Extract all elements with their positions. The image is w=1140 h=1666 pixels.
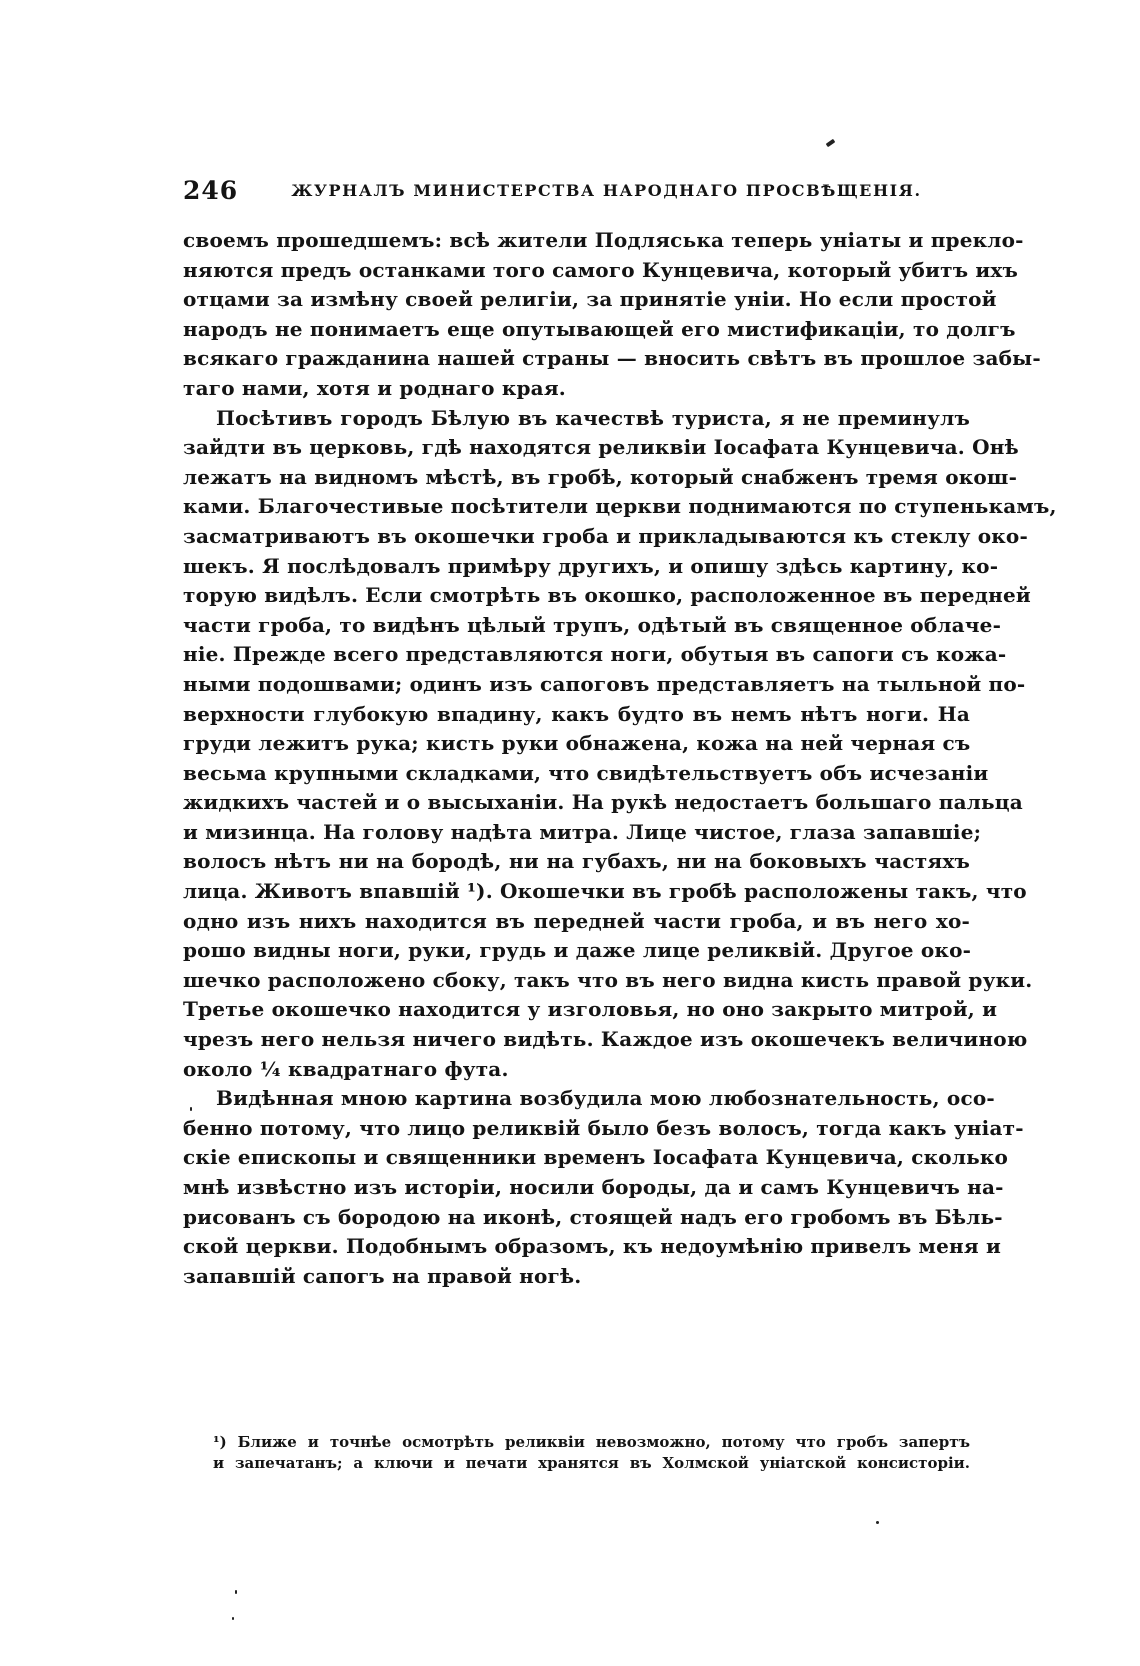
text-line: своемъ прошедшемъ: всѣ жители Подляська теперь уніаты и прекло- — [183, 228, 1024, 252]
footnote-line: ¹) Ближе и точнѣе осмотрѣть реликвіи невозможно, потому что гробъ запертъ — [213, 1433, 970, 1451]
paragraph — [183, 226, 1041, 404]
text-line: чрезъ него нельзя ничего видѣть. Каждое изъ окошечекъ величиною — [183, 1027, 1028, 1052]
running-head: ЖУРНАЛЪ МИНИСТЕРСТВА НАРОДНАГО ПРОСВѢЩЕНІЯ. — [291, 181, 922, 200]
text-line: ками. Благочестивые посѣтители церкви поднимаются по ступенькамъ, — [183, 494, 1057, 519]
text-line: лежатъ на видномъ мѣстѣ, въ гробѣ, который снабженъ тремя окош- — [183, 464, 1018, 489]
text-line: всякаго гражданина нашей страны — вносить свѣтъ въ прошлое забы- — [183, 346, 1041, 371]
scan-speck — [232, 1617, 234, 1620]
text-line: торую видѣлъ. Если смотрѣть въ окошко, расположенное въ передней — [183, 583, 1031, 608]
text-line: шекъ. Я послѣдовалъ примѣру другихъ, и опишу здѣсь картину, ко- — [183, 553, 999, 578]
text-line: няются предъ останками того самого Кунцевича, который убитъ ихъ — [183, 257, 1019, 282]
scan-speck — [826, 139, 836, 147]
text-line: верхности глубокую впадину, какъ будто въ немъ нѣтъ ноги. На — [183, 701, 970, 726]
text-line: шечко расположено сбоку, такъ что въ него видна кисть правой руки. — [183, 967, 1033, 992]
text-line: и мизинца. На голову надѣта митра. Лице чистое, глаза запавшіе; — [183, 819, 982, 844]
text-line: отцами за измѣну своей религіи, за принятіе уніи. Но если простой — [183, 287, 997, 312]
text-line: скіе епископы и священники временъ Іосафата Кунцевича, сколько — [183, 1145, 1009, 1170]
footnote-line: и запечатанъ; а ключи и печати хранятся въ Холмской уніатской консисторіи. — [213, 1454, 970, 1472]
text-line: бенно потому, что лицо реликвій было безъ волосъ, тогда какъ уніат- — [183, 1115, 1024, 1140]
text-line: рисованъ съ бородою на иконѣ, стоящей надъ его гробомъ въ Бѣль- — [183, 1204, 1003, 1229]
text-line: ными подошвами; одинъ изъ сапоговъ представляетъ на тыльной по- — [183, 671, 1026, 696]
text-line: части гроба, то видѣнъ цѣлый трупъ, одѣтый въ священное облаче- — [183, 612, 1002, 637]
text-line: весьма крупными складками, что свидѣтельствуетъ объ исчезаніи — [183, 760, 989, 785]
text-line: волосъ нѣтъ ни на бородѣ, ни на губахъ, ни на боковыхъ частяхъ — [183, 849, 970, 874]
text-line: Посѣтивъ городъ Бѣлую въ качествѣ туриста, я не преминулъ — [216, 405, 970, 430]
text-line: груди лежитъ рука; кисть руки обнажена, кожа на ней черная съ — [183, 731, 971, 756]
text-line: жидкихъ частей и о высыханіи. На рукѣ недостаетъ большаго пальца — [183, 790, 1023, 815]
scan-speck — [876, 1521, 879, 1524]
text-line: мнѣ извѣстно изъ исторіи, носили бороды, да и самъ Кунцевичъ на- — [183, 1175, 1004, 1199]
text-line: таго нами, хотя и роднаго края. — [183, 375, 566, 400]
text-line: ніе. Прежде всего представляются ноги, обутыя въ сапоги съ кожа- — [183, 642, 1007, 667]
footnote — [213, 1432, 970, 1474]
scan-speck — [235, 1590, 237, 1594]
text-line: рошо видны ноги, руки, грудь и даже лице реликвій. Другое око- — [183, 938, 972, 963]
page-header — [183, 176, 970, 206]
text-line: народъ не понимаетъ еще опутывающей его мистификаціи, то долгъ — [183, 316, 1016, 341]
text-line: Третье окошечко находится у изголовья, но оно закрыто митрой, и — [183, 997, 998, 1022]
page-number: 246 — [183, 176, 239, 205]
text-line: запавшій сапогъ на правой ногѣ. — [183, 1263, 582, 1288]
text-line: Видѣнная мною картина возбудила мою любознательность, осо- — [216, 1086, 995, 1111]
text-line: ской церкви. Подобнымъ образомъ, къ недоумѣнію привелъ меня и — [183, 1234, 1002, 1259]
text-line: зайдти въ церковь, гдѣ находятся реликвіи Іосафата Кунцевича. Онѣ — [183, 435, 1019, 460]
text-line: засматриваютъ въ окошечки гроба и прикладываются къ стеклу око- — [183, 523, 1028, 548]
text-line: одно изъ нихъ находится въ передней части гроба, и въ него хо- — [183, 908, 970, 933]
text-line: лица. Животъ впавшій ¹). Окошечки въ гробѣ расположены такъ, что — [183, 879, 1027, 904]
paragraph — [183, 1084, 1024, 1291]
paragraph — [183, 404, 1057, 1085]
text-line: около ¼ квадратнаго фута. — [183, 1056, 509, 1081]
body-text — [183, 226, 1057, 1291]
